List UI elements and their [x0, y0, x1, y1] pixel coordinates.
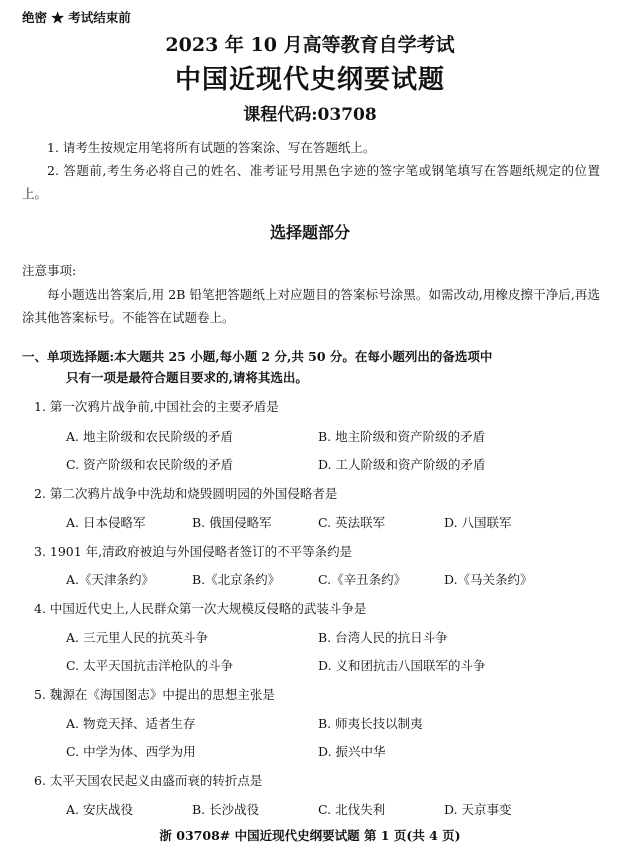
question-2-option-c: C. 英法联军 [318, 515, 386, 530]
question-1-option-a: A. 地主阶级和农民阶级的矛盾 [66, 429, 233, 444]
question-6-option-d: D. 天京事变 [444, 802, 512, 817]
question-5-option-b: B. 师夷长技以制夷 [318, 716, 423, 731]
part-heading [22, 346, 582, 388]
question-6-option-a: A. 安庆战役 [66, 802, 133, 817]
question-3-option-c: C.《辛丑条约》 [318, 572, 407, 587]
question-4-option-a: A. 三元里人民的抗英斗争 [66, 630, 208, 645]
question-6-option-c: C. 北伐失利 [318, 802, 386, 817]
instruction-2: 2. 答题前,考生务必将自己的姓名、准考证号用黑色字迹的签字笔或钢笔填写在答题纸规定的位置上。 [22, 163, 600, 201]
attention-text: 每小题选出答案后,用 2B 铅笔把答题纸上对应题目的答案标号涂黑。如需改动,用橡皮擦干净后,再选涂其他答案标号。不能答在试题卷上。 [22, 287, 600, 325]
question-4-option-b: B. 台湾人民的抗日斗争 [318, 630, 448, 645]
part-heading-line-1: 一、单项选择题:本大题共 25 小题,每小题 2 分,共 50 分。在每小题列出的备选项中 [22, 349, 493, 364]
question-1-stem: 1. 第一次鸦片战争前,中国社会的主要矛盾是 [34, 399, 279, 414]
question-6-option-b: B. 长沙战役 [192, 802, 260, 817]
question-2-option-a: A. 日本侵略军 [66, 515, 146, 530]
attention-label: 注意事项: [22, 263, 77, 278]
question-3-stem: 3. 1901 年,清政府被迫与外国侵略者签订的不平等条约是 [34, 544, 353, 559]
question-3-option-a: A.《天津条约》 [66, 572, 155, 587]
exam-title: 2023 年 10 月高等教育自学考试 [165, 34, 455, 56]
course-code: 课程代码:03708 [243, 105, 377, 125]
question-1-option-c: C. 资产阶级和农民阶级的矛盾 [66, 457, 234, 472]
question-2-stem: 2. 第二次鸦片战争中洗劫和烧毁圆明园的外国侵略者是 [34, 486, 338, 501]
question-4-stem: 4. 中国近代史上,人民群众第一次大规模反侵略的武装斗争是 [34, 601, 367, 616]
question-5-stem: 5. 魏源在《海国图志》中提出的思想主张是 [34, 687, 275, 702]
question-2-option-d: D. 八国联军 [444, 515, 512, 530]
question-5-option-c: C. 中学为体、西学为用 [66, 744, 196, 759]
question-5-option-d: D. 振兴中华 [318, 744, 386, 759]
instruction-1: 1. 请考生按规定用笔将所有试题的答案涂、写在答题纸上。 [47, 140, 376, 155]
question-3-option-b: B.《北京条约》 [192, 572, 281, 587]
question-6-stem: 6. 太平天国农民起义由盛而衰的转折点是 [34, 773, 263, 788]
part-heading-line-2: 只有一项是最符合题目要求的,请将其选出。 [66, 370, 308, 385]
question-4-option-d: D. 义和团抗击八国联军的斗争 [318, 658, 486, 673]
question-1-option-d: D. 工人阶级和资产阶级的矛盾 [318, 457, 486, 472]
question-1-option-b: B. 地主阶级和资产阶级的矛盾 [318, 429, 486, 444]
question-2-option-b: B. 俄国侵略军 [192, 515, 272, 530]
question-5-option-a: A. 物竞天择、适者生存 [66, 716, 196, 731]
question-3-option-d: D.《马关条约》 [444, 572, 533, 587]
paper-title: 中国近现代史纲要试题 [174, 65, 445, 95]
question-4-option-c: C. 太平天国抗击洋枪队的斗争 [66, 658, 234, 673]
confidential-mark: 绝密 ★ 考试结束前 [22, 10, 131, 25]
section-title: 选择题部分 [269, 223, 350, 242]
page-footer: 浙 03708# 中国近现代史纲要试题 第 1 页(共 4 页) [159, 828, 461, 843]
